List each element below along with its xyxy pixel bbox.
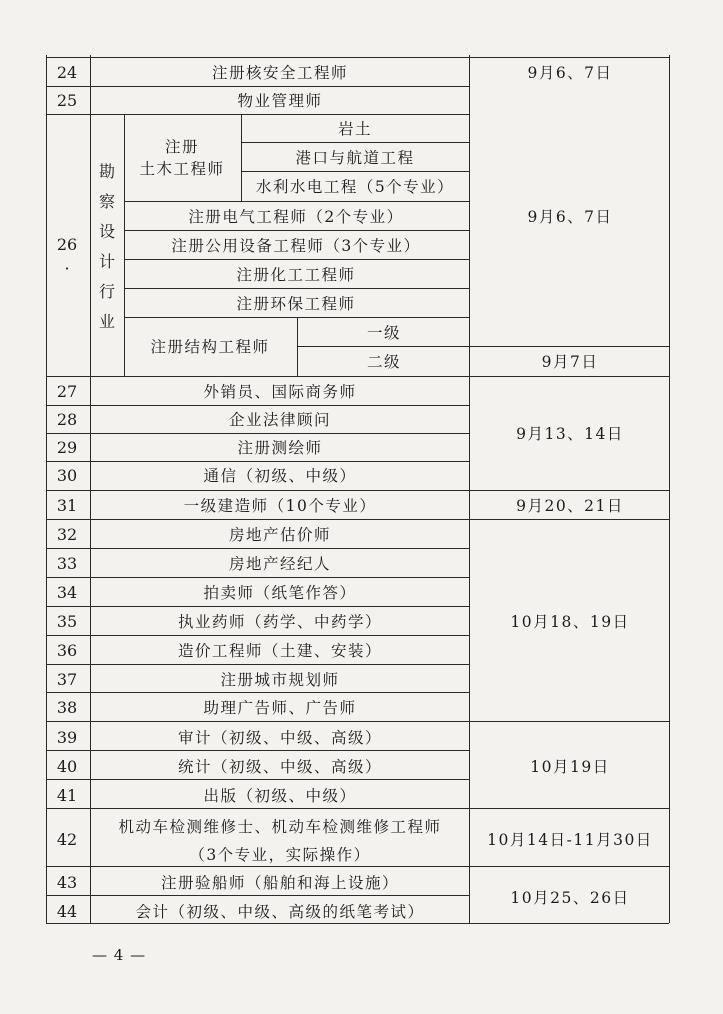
table-rule (124, 230, 469, 231)
row-number: 36 (56, 641, 78, 660)
exam-name: 拍卖师（纸笔作答） (203, 584, 357, 602)
table-rule (46, 750, 469, 751)
row-number: 28 (56, 410, 78, 429)
table-rule (46, 114, 469, 115)
table-rule (46, 55, 47, 923)
table-rule (46, 433, 469, 434)
exam-name: 通信（初级、中级） (203, 467, 357, 485)
row-number-dot: · (64, 259, 70, 278)
exam-name: 注册环保工程师 (236, 295, 356, 313)
table-rule (469, 55, 470, 923)
exam-name: 会计（初级、中级、高级的纸笔考试） (135, 903, 425, 921)
category-label: 土木工程师 (139, 160, 225, 178)
exam-name: 物业管理师 (237, 92, 323, 110)
exam-name: 注册电气工程师（2个专业） (188, 208, 404, 226)
table-rule (241, 171, 469, 172)
table-rule (124, 288, 469, 289)
exam-date: 10月14日-11月30日 (487, 831, 653, 849)
table-rule (241, 114, 242, 201)
row-number: 43 (56, 873, 78, 892)
exam-name: 注册化工工程师 (236, 266, 356, 284)
exam-name: 统计（初级、中级、高级） (177, 758, 383, 776)
row-number: 29 (56, 438, 78, 457)
exam-date: 9月6、7日 (527, 64, 613, 82)
row-number: 30 (56, 466, 78, 485)
exam-name: 审计（初级、中级、高级） (177, 729, 383, 747)
exam-subitem: 港口与航道工程 (295, 149, 415, 167)
table-rule (46, 376, 669, 377)
exam-subitem: 一级 (366, 324, 402, 342)
row-number: 41 (56, 786, 78, 805)
exam-name: 造价工程师（土建、安装） (177, 642, 383, 660)
row-number: 26 (56, 235, 78, 254)
table-rule (46, 721, 669, 722)
exam-date: 10月25、26日 (510, 889, 630, 907)
row-number: 38 (56, 698, 78, 717)
exam-date: 10月19日 (530, 758, 610, 776)
table-rule (46, 548, 469, 549)
table-rule (46, 808, 669, 809)
exam-date: 9月20、21日 (516, 497, 624, 515)
row-number: 33 (56, 554, 78, 573)
exam-date: 10月18、19日 (510, 613, 630, 631)
table-rule (669, 55, 670, 923)
table-rule (46, 635, 469, 636)
exam-name: 房地产估价师 (228, 526, 332, 544)
row-number: 40 (56, 757, 78, 776)
exam-date: 9月6、7日 (527, 208, 613, 226)
table-rule (46, 923, 669, 924)
category-label: 注册结构工程师 (150, 338, 270, 356)
row-number: 25 (56, 91, 78, 110)
exam-name: 助理广告师、广告师 (203, 699, 357, 717)
exam-date: 9月7日 (541, 353, 599, 371)
table-rule (297, 317, 298, 376)
exam-name: 企业法律顾问 (228, 411, 332, 429)
exam-name: 一级建造师（10个专业） (183, 497, 377, 515)
table-rule (46, 405, 469, 406)
exam-name-line1: 机动车检测维修士、机动车检测维修工程师 (118, 818, 442, 836)
table-rule (46, 577, 469, 578)
exam-name: 注册验船师（船舶和海上设施） (160, 874, 400, 892)
exam-name: 出版（初级、中级） (203, 787, 357, 805)
table-rule (46, 606, 469, 607)
table-rule (124, 259, 469, 260)
table-rule (46, 779, 469, 780)
row-number: 35 (56, 612, 78, 631)
page-number: — 4 — (92, 946, 147, 964)
table-rule (90, 55, 91, 923)
exam-subitem: 岩土 (337, 120, 373, 138)
table-rule (46, 461, 469, 462)
category-label: 注册 (164, 138, 200, 156)
row-number: 39 (56, 728, 78, 747)
row-number: 34 (56, 583, 78, 602)
row-number: 44 (56, 902, 78, 921)
table-rule (46, 866, 669, 867)
exam-name-line2: （3个专业，实际操作） (189, 846, 371, 864)
row-number: 31 (56, 496, 78, 515)
table-rule (46, 692, 469, 693)
table-rule (46, 57, 669, 58)
row-number: 42 (56, 830, 78, 849)
exam-name: 注册测绘师 (237, 439, 323, 457)
category-label-survey-design: 勘察设计行业 (98, 162, 115, 331)
exam-subitem: 水利水电工程（5个专业） (255, 178, 455, 196)
exam-name: 注册核安全工程师 (211, 64, 349, 82)
row-number: 27 (56, 382, 78, 401)
row-number: 24 (56, 63, 78, 82)
exam-name: 外销员、国际商务师 (203, 383, 357, 401)
table-rule (46, 664, 469, 665)
exam-subitem: 二级 (366, 353, 402, 371)
exam-name: 注册公用设备工程师（3个专业） (171, 237, 421, 255)
row-number: 32 (56, 525, 78, 544)
row-number: 37 (56, 670, 78, 689)
table-rule (46, 490, 669, 491)
table-rule (241, 142, 469, 143)
table-rule (124, 201, 469, 202)
table-rule (46, 86, 469, 87)
exam-date: 9月13、14日 (516, 425, 624, 443)
exam-name: 注册城市规划师 (220, 671, 340, 689)
table-rule (124, 114, 125, 376)
exam-name: 执业药师（药学、中药学） (177, 613, 383, 631)
table-rule (46, 895, 469, 896)
table-rule (46, 519, 669, 520)
table-rule (297, 346, 669, 347)
exam-name: 房地产经纪人 (228, 555, 332, 573)
